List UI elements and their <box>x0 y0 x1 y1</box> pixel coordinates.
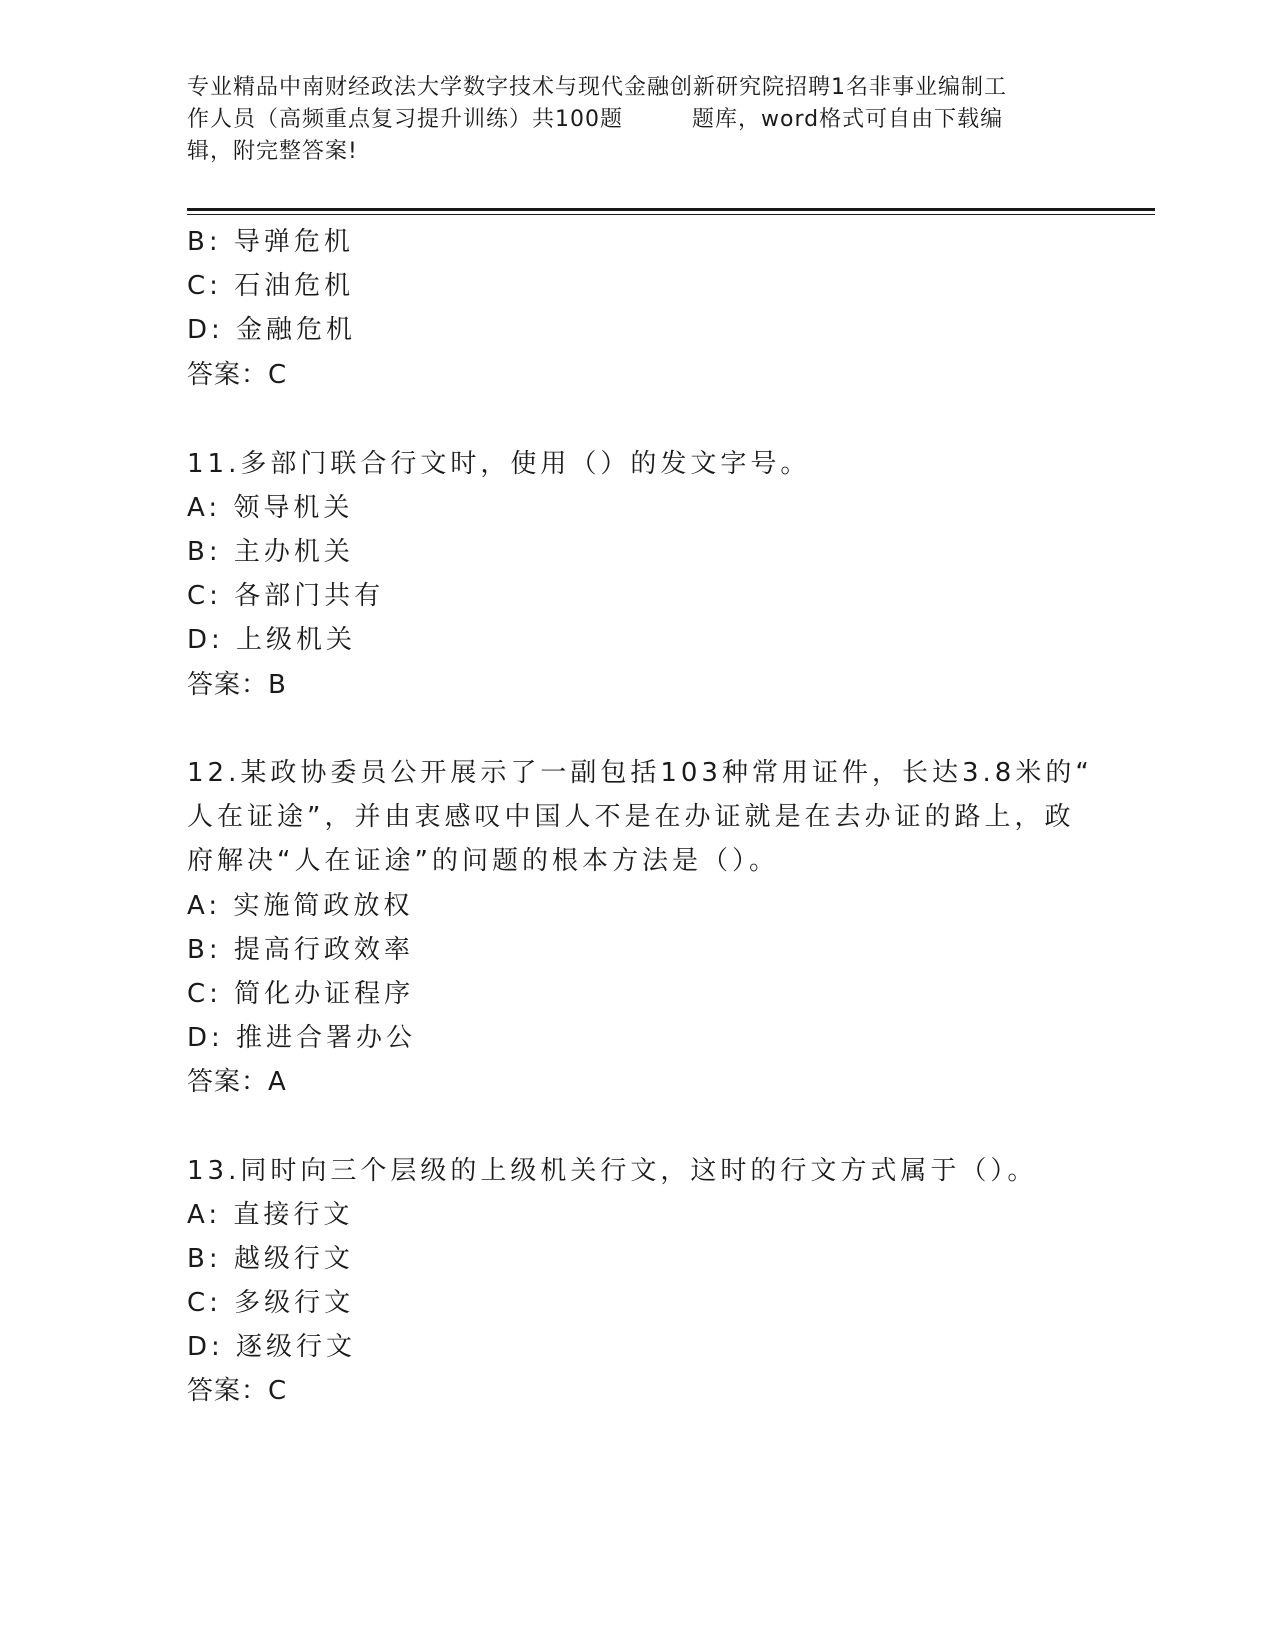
question-text: 11.多部门联合行文时，使用（）的发文字号。 <box>187 449 811 479</box>
header-title-line: 作人员（高频重点复习提升训练）共100题 题库，word格式可自由下载编 <box>187 107 1004 132</box>
header-divider-thin <box>187 214 1155 215</box>
option-line: C: 各部门共有 <box>187 581 385 611</box>
question-text: 人在证途”，并由衷感叹中国人不是在办证就是在去办证的路上，政 <box>187 802 1075 832</box>
option-line: C: 石油危机 <box>187 271 355 301</box>
question-text: 12.某政协委员公开展示了一副包括103种常用证件，长达3.8米的“ <box>187 758 1093 788</box>
option-line: D: 逐级行文 <box>187 1332 357 1362</box>
option-line: D: 推进合署办公 <box>187 1023 417 1053</box>
option-line: C: 多级行文 <box>187 1288 355 1318</box>
question-text: 13.同时向三个层级的上级机关行文，这时的行文方式属于（）。 <box>187 1156 1038 1186</box>
option-line: A: 领导机关 <box>187 493 354 523</box>
option-line: A: 实施简政放权 <box>187 891 414 921</box>
option-line: B: 越级行文 <box>187 1244 354 1274</box>
option-line: A: 直接行文 <box>187 1200 354 1230</box>
option-line: C: 简化办证程序 <box>187 979 415 1009</box>
answer-line: 答案：C <box>187 360 288 390</box>
header-title-line: 辑，附完整答案! <box>187 139 358 164</box>
answer-line: 答案：C <box>187 1376 288 1406</box>
option-line: D: 上级机关 <box>187 625 357 655</box>
header-title-line: 专业精品中南财经政法大学数字技术与现代金融创新研究院招聘1名非事业编制工 <box>187 75 1007 100</box>
option-line: B: 提高行政效率 <box>187 935 414 965</box>
option-line: B: 导弹危机 <box>187 227 354 257</box>
document-header <box>187 72 1087 168</box>
option-line: B: 主办机关 <box>187 537 354 567</box>
answer-line: 答案：B <box>187 670 287 700</box>
option-line: D: 金融危机 <box>187 315 357 345</box>
answer-line: 答案：A <box>187 1067 287 1097</box>
header-divider <box>187 208 1155 211</box>
question-text: 府解决“人在证途”的问题的根本方法是（）。 <box>187 846 779 876</box>
